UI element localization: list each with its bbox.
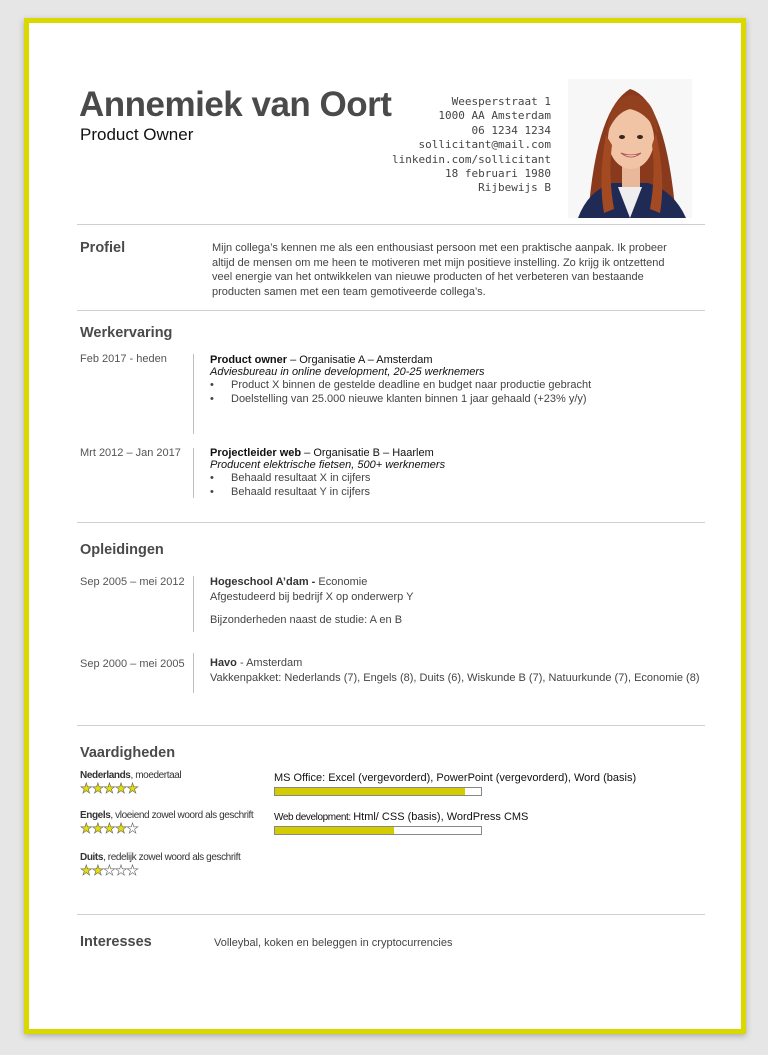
contact-block <box>381 95 551 196</box>
interests-text: Volleybal, koken en beleggen in cryptocurrencies <box>214 937 453 949</box>
experience-bullets <box>210 378 591 406</box>
profile-line: altijd de mensen om me heen te motiveren met mijn positieve instelling. Zo krijg ik ontzettend <box>212 256 665 269</box>
experience-title <box>210 447 445 459</box>
star-filled-icon: ★ <box>80 780 92 796</box>
language-level: , moedertaal <box>130 770 182 781</box>
education-field: Economie <box>318 576 368 588</box>
experience-heading: Werkervaring <box>80 325 173 341</box>
education-school: Hogeschool A’dam - <box>210 576 319 588</box>
star-empty-icon: ★ <box>126 820 138 836</box>
profile-line: producten samen met een team gemotiveerde collega’s. <box>212 285 486 298</box>
education-field: - Amsterdam <box>236 657 303 669</box>
language-skill <box>80 770 181 795</box>
contact-email: sollicitant@mail.com <box>418 138 551 152</box>
list-item: • Product X binnen de gestelde deadline en budget naar productie gebracht <box>210 378 591 392</box>
list-item: • Behaald resultaat X in cijfers <box>210 471 445 485</box>
education-date: Sep 2005 – mei 2012 <box>80 576 185 588</box>
language-level: , redelijk zowel woord als geschrift <box>103 852 241 863</box>
star-filled-icon: ★ <box>114 820 127 836</box>
education-detail: Afgestudeerd bij bedrijf X op onderwerp Y <box>210 590 414 603</box>
star-empty-icon: ★ <box>103 862 115 878</box>
experience-entry <box>210 447 445 499</box>
language-name: Duits <box>80 852 104 863</box>
profile-heading: Profiel <box>80 240 126 256</box>
cv-page <box>24 18 746 1034</box>
star-filled-icon: ★ <box>80 862 92 878</box>
software-skill <box>274 811 528 835</box>
divider <box>77 914 705 915</box>
skills-heading: Vaardigheden <box>80 745 176 761</box>
timeline-line <box>193 653 194 693</box>
experience-org: – Organisatie B – Haarlem <box>301 447 434 459</box>
timeline-line <box>193 354 194 434</box>
timeline-line <box>193 448 194 498</box>
profile-line: veel energie van het ontwikkelen van nieuwe producten of het verbeteren van bestaande <box>212 271 644 283</box>
star-rating <box>80 821 253 835</box>
star-rating <box>80 863 240 877</box>
education-title <box>210 575 413 590</box>
timeline-line <box>193 576 194 632</box>
education-entry <box>210 575 413 628</box>
interests-heading: Interesses <box>80 934 152 950</box>
software-skill <box>274 772 636 796</box>
star-rating <box>80 781 181 795</box>
experience-role: Product owner <box>210 354 288 366</box>
education-detail: Vakkenpakket: Nederlands (7), Engels (8), Duits (6), Wiskunde B (7), Natuurkunde (7), Economie (8) <box>210 671 700 684</box>
language-level: , vloeiend zowel woord als geschrift <box>110 810 254 821</box>
experience-title <box>210 354 591 366</box>
contact-address: Weesperstraat 1 <box>451 95 551 108</box>
contact-linkedin: linkedin.com/sollicitant <box>392 152 551 166</box>
contact-postal: 1000 AA Amsterdam <box>438 109 551 123</box>
language-skill <box>80 810 253 835</box>
contact-birthdate: 18 februari 1980 <box>445 167 551 181</box>
star-filled-icon: ★ <box>126 780 138 796</box>
star-empty-icon: ★ <box>114 862 127 878</box>
experience-bullets <box>210 471 445 499</box>
star-filled-icon: ★ <box>103 780 115 796</box>
divider <box>77 522 705 523</box>
divider <box>77 725 705 726</box>
software-label <box>274 811 528 823</box>
education-date: Sep 2000 – mei 2005 <box>80 658 185 670</box>
star-filled-icon: ★ <box>80 820 92 836</box>
profile-line: Mijn collega’s kennen me als een enthousiast persoon met een praktische aanpak. Ik probeer <box>212 242 667 254</box>
skill-bar <box>274 787 482 796</box>
list-item: • Doelstelling van 25.000 nieuwe klanten binnen 1 jaar gehaald (+23% y/y) <box>210 392 591 406</box>
education-heading: Opleidingen <box>80 542 164 558</box>
language-name: Nederlands <box>80 770 131 781</box>
experience-date: Feb 2017 - heden <box>80 353 167 365</box>
experience-company-desc: Adviesbureau in online development, 20-25 werknemers <box>210 366 485 378</box>
experience-date: Mrt 2012 – Jan 2017 <box>80 447 181 459</box>
software-label-text: Html/ CSS (basis), WordPress CMS <box>353 811 529 823</box>
star-filled-icon: ★ <box>91 780 104 796</box>
candidate-role: Product Owner <box>80 125 194 144</box>
profile-text <box>212 241 692 299</box>
list-item: • Behaald resultaat Y in cijfers <box>210 485 445 499</box>
contact-license: Rijbewijs B <box>478 181 551 195</box>
skill-bar-fill <box>275 827 394 834</box>
candidate-name: Annemiek van Oort <box>79 85 392 124</box>
skill-bar <box>274 826 482 835</box>
star-filled-icon: ★ <box>91 820 104 836</box>
star-filled-icon: ★ <box>91 862 104 878</box>
skill-bar-fill <box>275 788 465 795</box>
contact-phone: 06 1234 1234 <box>471 123 551 137</box>
star-empty-icon: ★ <box>126 862 138 878</box>
experience-company-desc: Producent elektrische fietsen, 500+ werknemers <box>210 459 446 471</box>
experience-org: – Organisatie A – Amsterdam <box>287 354 433 366</box>
software-label-prefix: Web development: <box>274 812 354 823</box>
education-detail: Bijzonderheden naast de studie: A en B <box>210 614 403 626</box>
language-skill <box>80 852 240 877</box>
language-name: Engels <box>80 810 111 821</box>
star-filled-icon: ★ <box>114 780 127 796</box>
profile-photo <box>568 79 692 218</box>
divider <box>77 310 705 311</box>
star-filled-icon: ★ <box>103 820 115 836</box>
software-label: MS Office: Excel (vergevorderd), PowerPoint (vergevorderd), Word (basis) <box>274 772 637 784</box>
education-title <box>210 656 700 671</box>
experience-entry <box>210 354 591 406</box>
experience-role: Projectleider web <box>210 447 302 459</box>
education-entry <box>210 656 700 685</box>
divider <box>77 224 705 225</box>
education-school: Havo <box>210 657 237 669</box>
